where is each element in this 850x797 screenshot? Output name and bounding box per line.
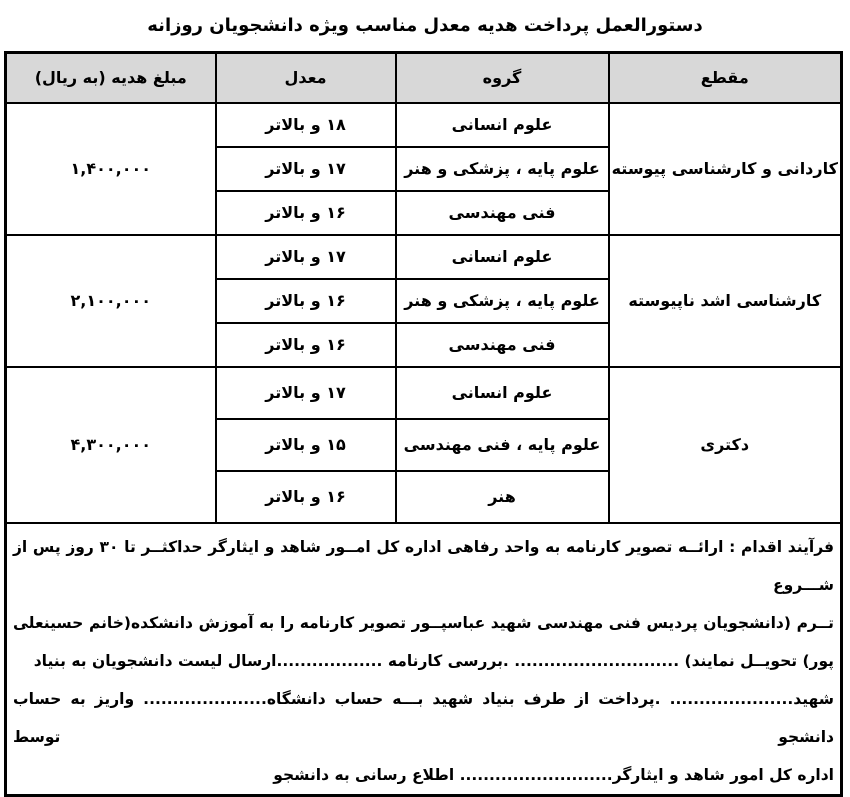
group-cell: علوم پایه ، پزشکی و هنر — [396, 279, 609, 323]
gpa-cell: ۱۶ و بالاتر — [216, 191, 396, 235]
group-cell: فنی مهندسی — [396, 191, 609, 235]
gpa-cell: ۱۶ و بالاتر — [216, 471, 396, 523]
column-header-gpa: معدل — [216, 53, 396, 103]
level-cell-section1: کاردانی و کارشناسی پیوسته — [609, 103, 842, 235]
table-header-row — [6, 53, 842, 103]
gpa-cell: ۱۶ و بالاتر — [216, 323, 396, 367]
group-cell: علوم پایه ، فنی مهندسی — [396, 419, 609, 471]
column-header-amount: مبلغ هدیه (به ریال) — [6, 53, 216, 103]
level-cell-section2: کارشناسی اشد ناپیوسته — [609, 235, 842, 367]
group-cell: علوم پایه ، پزشکی و هنر — [396, 147, 609, 191]
gpa-cell: ۱۸ و بالاتر — [216, 103, 396, 147]
process-row — [6, 523, 842, 796]
gpa-gift-table — [4, 51, 843, 797]
group-cell: علوم انسانی — [396, 367, 609, 419]
process-line-3: پور) تحویــل نمایند) ............................ .بررسی کارنامه ..................ارسال لیست دانشجویان به بنیاد — [33, 651, 834, 670]
process-line-2: تــرم (دانشجویان پردیس فنی مهندسی شهید عباسپــور تصویر کارنامه را به آموزش دانشکده(خانم حسینعلی — [13, 613, 834, 632]
amount-cell-section3: ۴,۳۰۰,۰۰۰ — [6, 367, 216, 523]
gpa-cell: ۱۷ و بالاتر — [216, 235, 396, 279]
column-header-level: مقطع — [609, 53, 842, 103]
amount-cell-section1: ۱,۴۰۰,۰۰۰ — [6, 103, 216, 235]
column-header-group: گروه — [396, 53, 609, 103]
group-cell: علوم انسانی — [396, 103, 609, 147]
group-cell: هنر — [396, 471, 609, 523]
process-line-4: شهید..................... .پرداخت از طرف بنیاد شهید بـــه حساب دانشگاه..................... واریز به حساب دانشجو توسط — [13, 689, 834, 746]
process-line-1: فرآیند اقدام : ارائــه تصویر کارنامه به واحد رفاهی اداره کل امــور شاهد و ایثارگر حداکثــر تا ۳۰ روز پس از شـــروع — [13, 537, 835, 594]
table-row — [6, 235, 842, 279]
level-cell-section3: دکتری — [609, 367, 842, 523]
amount-cell-section2: ۲,۱۰۰,۰۰۰ — [6, 235, 216, 367]
gpa-cell: ۱۶ و بالاتر — [216, 279, 396, 323]
gpa-cell: ۱۷ و بالاتر — [216, 147, 396, 191]
process-line-5: اداره کل امور شاهد و ایثارگر.......................... اطلاع رسانی به دانشجو — [273, 765, 834, 784]
process-paragraph — [6, 523, 842, 796]
table-row — [6, 103, 842, 147]
group-cell: علوم انسانی — [396, 235, 609, 279]
gpa-cell: ۱۷ و بالاتر — [216, 367, 396, 419]
page-title: دستورالعمل پرداخت هدیه معدل مناسب ویژه دانشجویان روزانه — [147, 15, 703, 36]
gpa-cell: ۱۵ و بالاتر — [216, 419, 396, 471]
group-cell: فنی مهندسی — [396, 323, 609, 367]
table-row — [6, 367, 842, 419]
